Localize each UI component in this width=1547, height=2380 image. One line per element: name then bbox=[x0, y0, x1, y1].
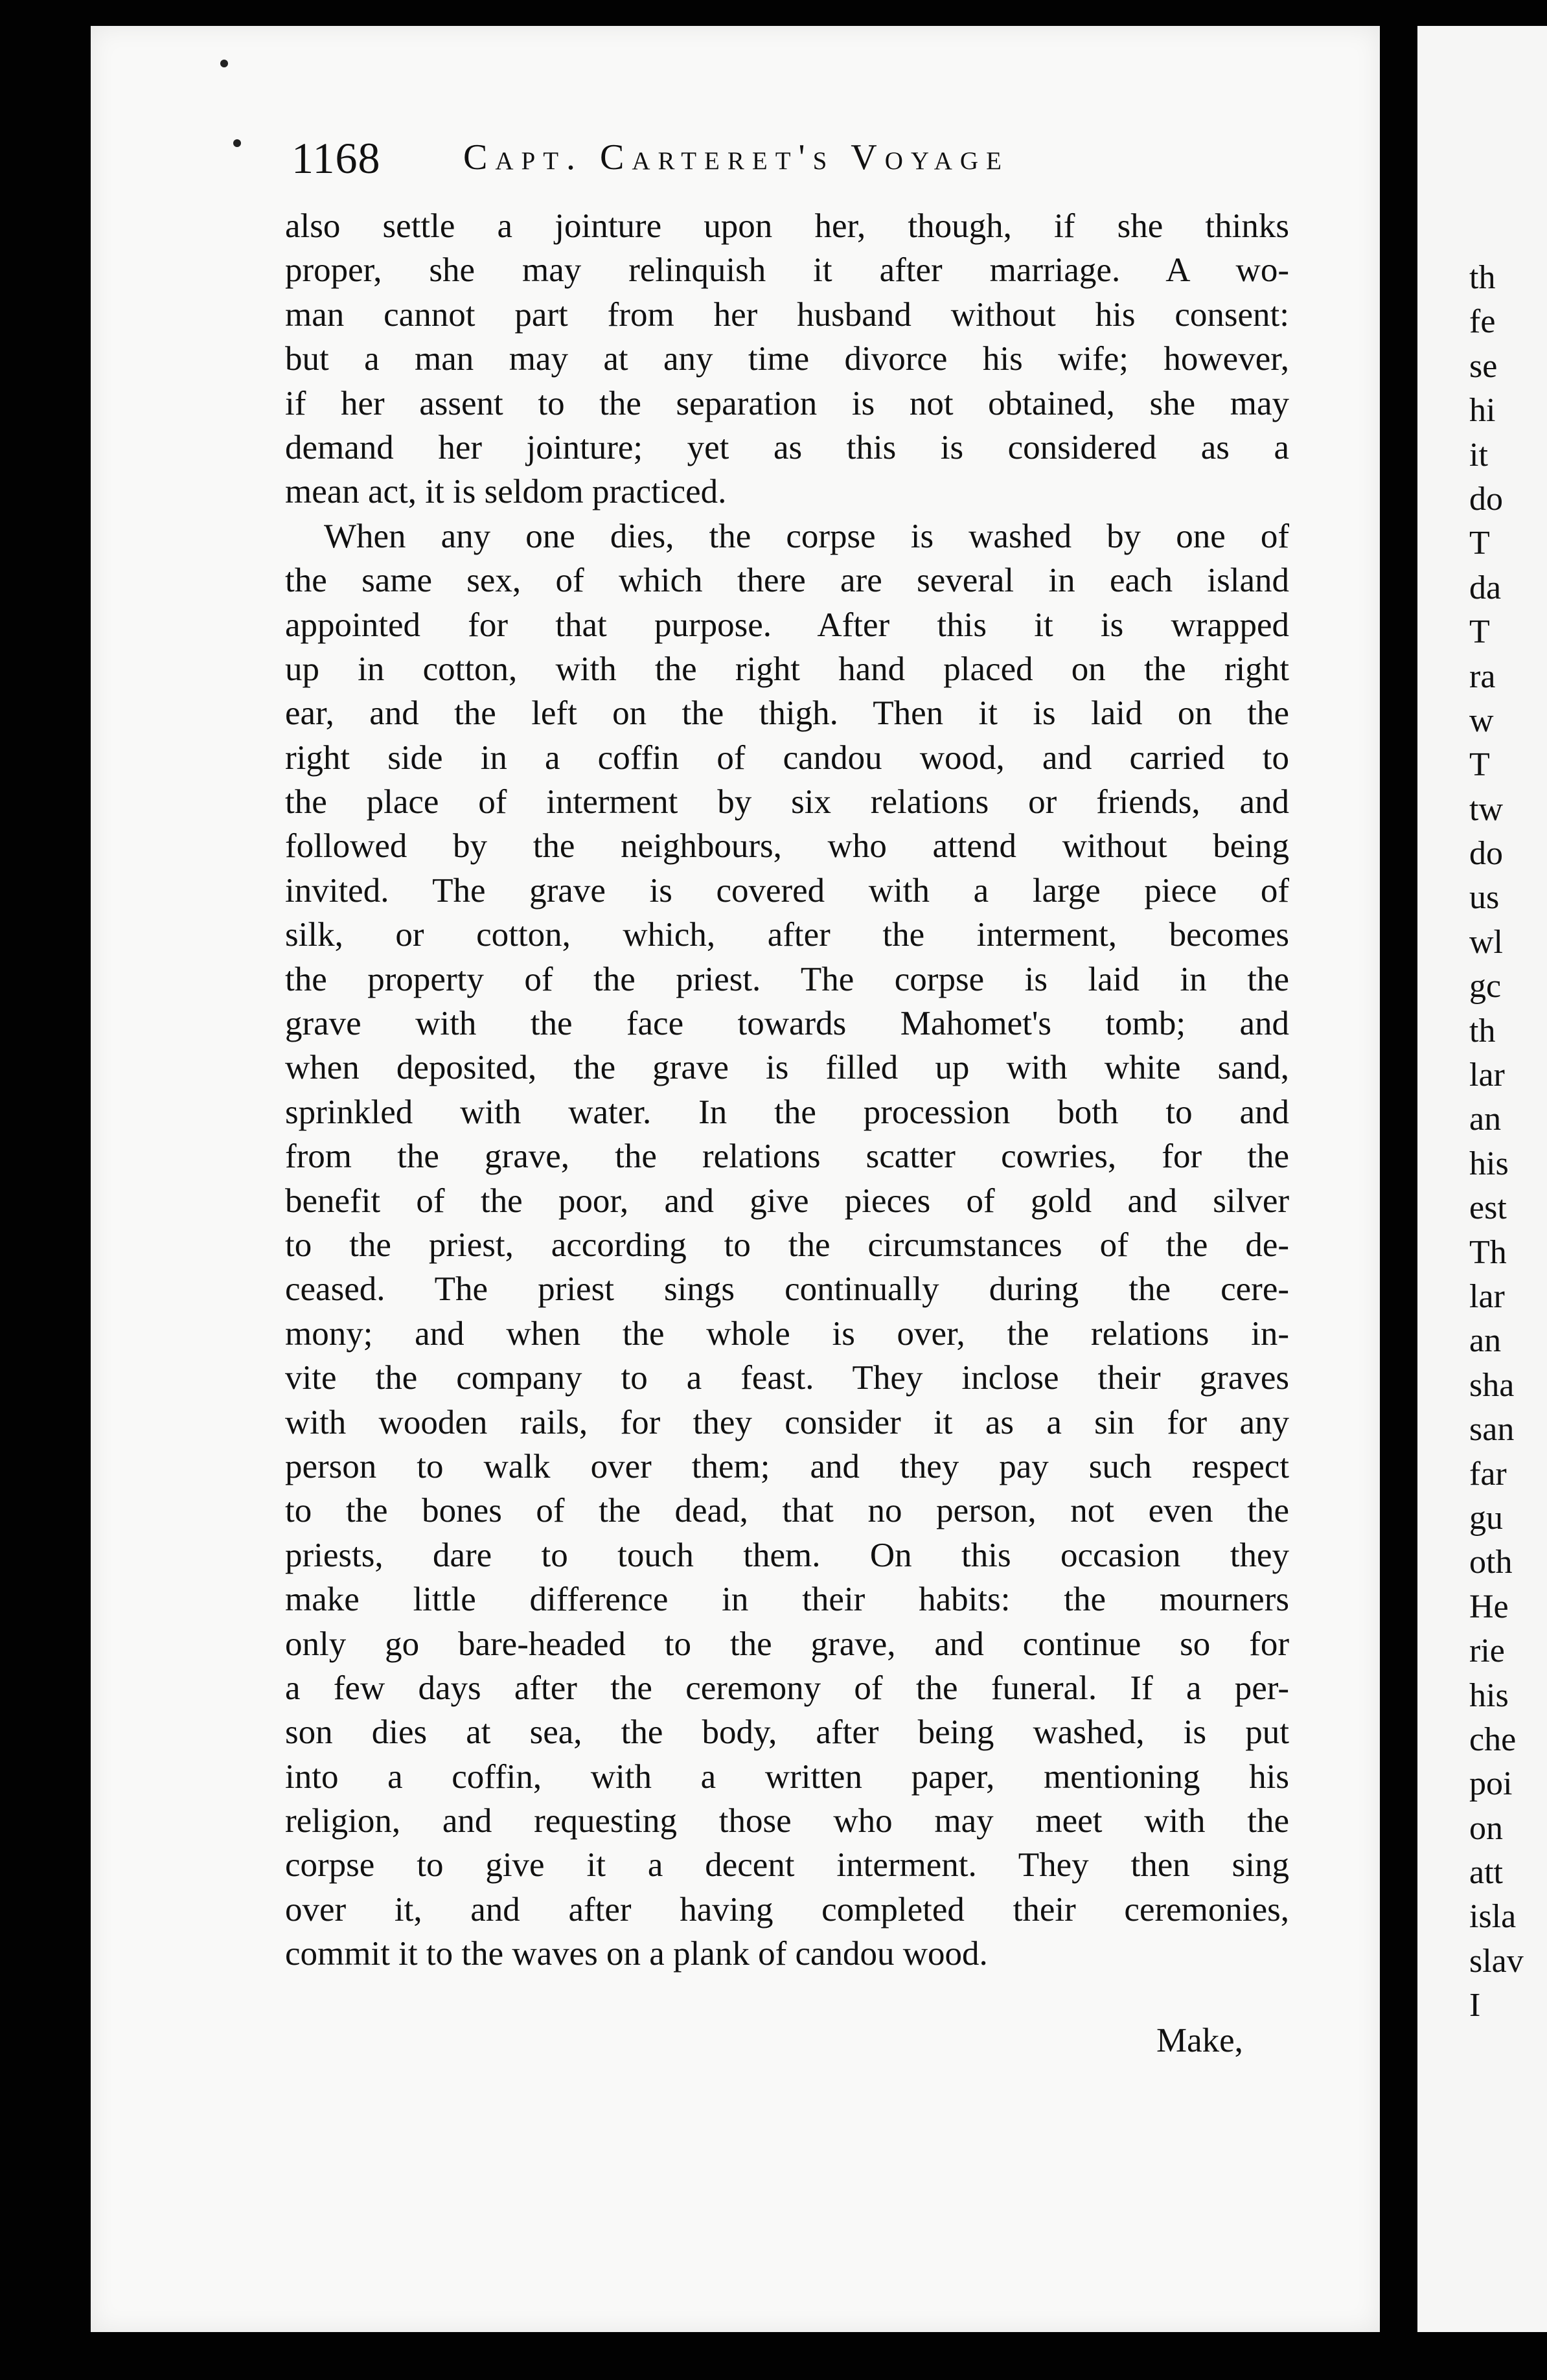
facing-page-fragment: oth bbox=[1469, 1544, 1513, 1581]
text-line: person to walk over them; and they pay such respect bbox=[285, 1447, 1289, 1485]
text-line: over it, and after having completed their ceremonies, bbox=[285, 1890, 1289, 1928]
text-line: also settle a jointure upon her, though, if she thinks bbox=[285, 207, 1289, 245]
text-line: vite the company to a feast. They inclose their graves bbox=[285, 1359, 1289, 1397]
text-line: priests, dare to touch them. On this occasion they bbox=[285, 1536, 1289, 1574]
facing-page-fragment: sha bbox=[1469, 1366, 1515, 1404]
facing-page-fragment: on bbox=[1469, 1809, 1503, 1847]
facing-page-fragment: wl bbox=[1469, 923, 1503, 961]
facing-page-fragment: poi bbox=[1469, 1765, 1513, 1803]
facing-page-fragment: us bbox=[1469, 879, 1500, 917]
facing-page-fragment: est bbox=[1469, 1189, 1507, 1227]
text-line: to the priest, according to the circumstances of the de- bbox=[285, 1226, 1289, 1264]
text-line: grave with the face towards Mahomet's tomb; and bbox=[285, 1005, 1289, 1043]
text-line: the property of the priest. The corpse is laid in the bbox=[285, 960, 1289, 998]
text-line: right side in a coffin of candou wood, and carried to bbox=[285, 738, 1289, 777]
text-line: into a coffin, with a written paper, mentioning his bbox=[285, 1757, 1289, 1796]
facing-page-fragment: T bbox=[1469, 525, 1490, 562]
text-line: followed by the neighbours, who attend without being bbox=[285, 827, 1289, 865]
facing-page-fragment: T bbox=[1469, 746, 1490, 784]
text-line: up in cotton, with the right hand placed on the right bbox=[285, 650, 1289, 688]
text-line: but a man may at any time divorce his wife; however, bbox=[285, 340, 1289, 378]
scan-speck bbox=[233, 139, 241, 147]
facing-page-fragment: do bbox=[1469, 480, 1503, 518]
facing-page-fragment: se bbox=[1469, 347, 1498, 385]
text-line: religion, and requesting those who may meet with the bbox=[285, 1802, 1289, 1840]
text-line: a few days after the ceremony of the funeral. If a per- bbox=[285, 1669, 1289, 1707]
running-title: Capt. Carteret's Voyage bbox=[463, 137, 1009, 177]
facing-page-fragment: w bbox=[1469, 702, 1494, 739]
facing-page-fragment: do bbox=[1469, 835, 1503, 873]
facing-page-fragment: T bbox=[1469, 613, 1490, 651]
text-line: the same sex, of which there are several in each island bbox=[285, 562, 1289, 600]
text-line: ceased. The priest sings continually during the cere- bbox=[285, 1270, 1289, 1309]
text-line: man cannot part from her husband without his consent: bbox=[285, 295, 1289, 334]
text-line: commit it to the waves on a plank of candou wood. bbox=[285, 1935, 988, 1973]
text-line: only go bare-headed to the grave, and continue so for bbox=[285, 1625, 1289, 1663]
text-line: with wooden rails, for they consider it as a sin for any bbox=[285, 1403, 1289, 1441]
text-line: sprinkled with water. In the procession both to and bbox=[285, 1093, 1289, 1131]
text-line: if her assent to the separation is not obtained, she may bbox=[285, 384, 1289, 422]
text-line: invited. The grave is covered with a large piece of bbox=[285, 871, 1289, 910]
facing-page-fragment: it bbox=[1469, 436, 1488, 474]
text-line: When any one dies, the corpse is washed by one of bbox=[324, 517, 1289, 555]
text-line: the place of interment by six relations or friends, and bbox=[285, 783, 1289, 821]
text-line: silk, or cotton, which, after the interment, becomes bbox=[285, 916, 1289, 954]
text-line: proper, she may relinquish it after marriage. A wo- bbox=[285, 251, 1289, 290]
facing-page-fragment: th bbox=[1469, 1012, 1496, 1049]
facing-page-fragment: lar bbox=[1469, 1057, 1505, 1094]
text-line: mony; and when the whole is over, the relations in- bbox=[285, 1314, 1289, 1353]
facing-page-fragment: hi bbox=[1469, 392, 1496, 429]
facing-page-fragment: slav bbox=[1469, 1942, 1524, 1980]
facing-page-fragment: far bbox=[1469, 1455, 1507, 1493]
text-line: make little difference in their habits: the mourners bbox=[285, 1581, 1289, 1619]
text-line: appointed for that purpose. After this it is wrapped bbox=[285, 606, 1289, 644]
text-line: from the grave, the relations scatter cowries, for the bbox=[285, 1138, 1289, 1176]
page-header bbox=[292, 133, 1315, 191]
facing-page-text-fragments bbox=[1469, 256, 1547, 2028]
facing-page-fragment: I bbox=[1469, 1987, 1481, 2024]
facing-page-fragment: He bbox=[1469, 1588, 1509, 1625]
facing-page-fragment: att bbox=[1469, 1854, 1503, 1892]
text-line: son dies at sea, the body, after being washed, is put bbox=[285, 1713, 1289, 1752]
facing-page-fragment: an bbox=[1469, 1101, 1502, 1138]
facing-page-fragment: da bbox=[1469, 569, 1502, 606]
text-line: when deposited, the grave is filled up with white sand, bbox=[285, 1049, 1289, 1087]
text-line: mean act, it is seldom practiced. bbox=[285, 473, 727, 511]
facing-page-fragment: Th bbox=[1469, 1233, 1507, 1271]
text-line: ear, and the left on the thigh. Then it is laid on the bbox=[285, 694, 1289, 733]
facing-page-fragment: lar bbox=[1469, 1277, 1505, 1315]
text-line: to the bones of the dead, that no person, not even the bbox=[285, 1492, 1289, 1530]
facing-page-fragment: isla bbox=[1469, 1898, 1517, 1936]
facing-page-fragment: th bbox=[1469, 259, 1496, 296]
facing-page-fragment: rie bbox=[1469, 1632, 1505, 1670]
facing-page-fragment: gu bbox=[1469, 1499, 1503, 1537]
facing-page-fragment: his bbox=[1469, 1145, 1509, 1182]
facing-page-fragment: gc bbox=[1469, 968, 1502, 1005]
scan-speck bbox=[220, 60, 228, 67]
page-number: 1168 bbox=[292, 133, 381, 183]
facing-page-fragment: ra bbox=[1469, 658, 1496, 695]
facing-page-fragment: his bbox=[1469, 1676, 1509, 1714]
facing-page-fragment: che bbox=[1469, 1721, 1517, 1758]
text-line: demand her jointure; yet as this is considered as a bbox=[285, 428, 1289, 466]
catchword: Make, bbox=[1156, 2022, 1243, 2059]
text-line: corpse to give it a decent interment. They then sing bbox=[285, 1846, 1289, 1884]
facing-page-fragment: san bbox=[1469, 1411, 1515, 1448]
text-line: benefit of the poor, and give pieces of gold and silver bbox=[285, 1182, 1289, 1220]
body-text bbox=[285, 204, 1289, 1976]
facing-page-fragment: fe bbox=[1469, 303, 1496, 341]
facing-page-fragment: tw bbox=[1469, 790, 1503, 828]
facing-page-fragment: an bbox=[1469, 1322, 1502, 1360]
